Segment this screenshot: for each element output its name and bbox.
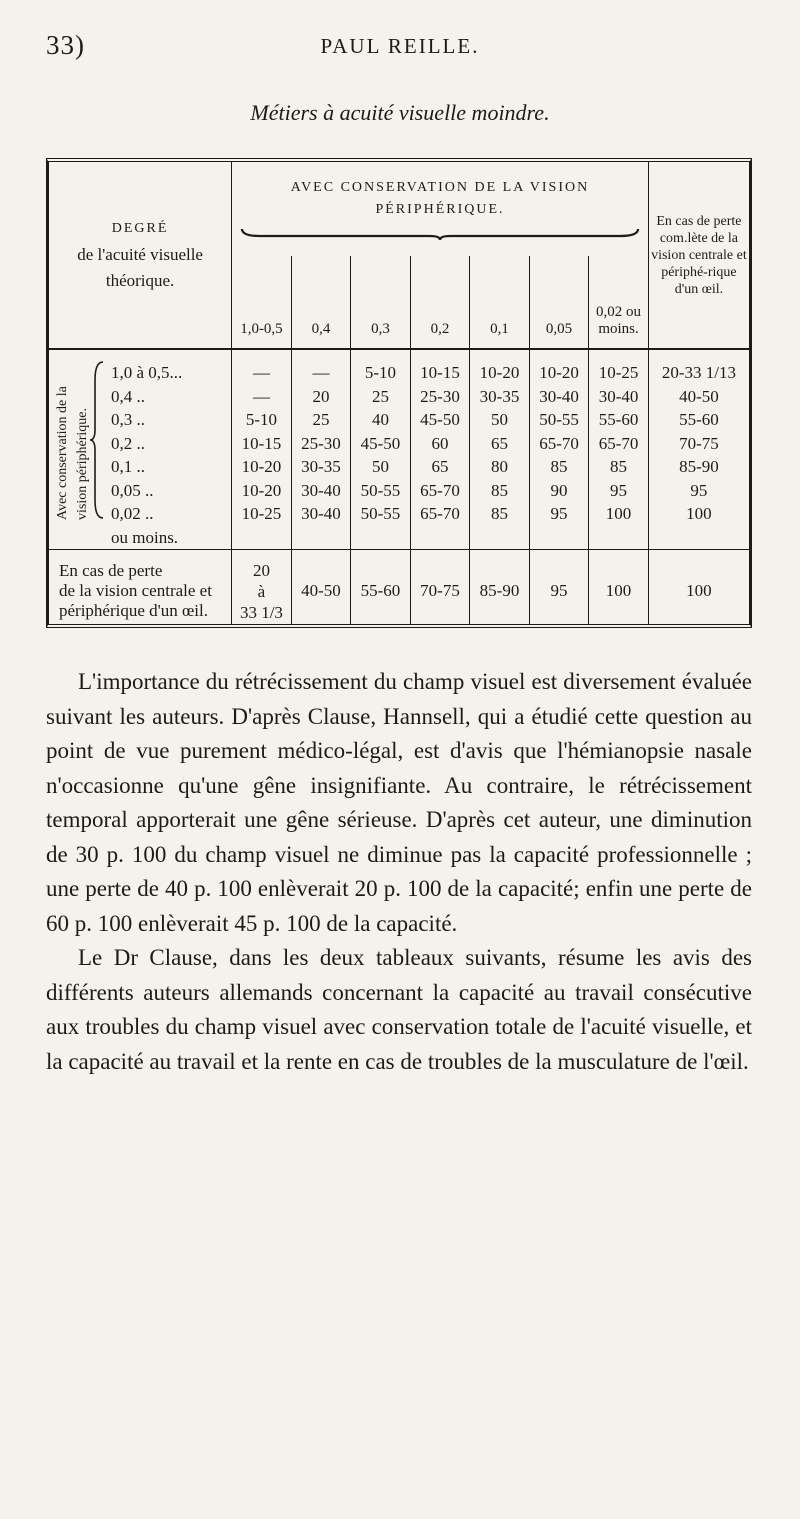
table-cell [232,558,292,624]
table-row [49,384,749,408]
table-cell: 65-70 [589,431,649,455]
side-label-line2: vision périphérique. [75,408,90,520]
table-cell: 60 [410,431,470,455]
table-cell: 10-20 [470,361,530,385]
sub-header: 0,2 [410,256,470,349]
table-cell: 100 [589,558,649,624]
row-label: 0,4 .. [111,386,145,406]
loss-label-line2: de la vision centrale et [59,581,212,601]
loss-first-line2: à [257,581,266,601]
table-row [49,455,749,479]
degree-header [49,162,232,349]
table-row [49,361,749,385]
table-cell: 30-35 [470,384,530,408]
table-cell: 20-33 1/13 [648,361,749,385]
table-cell: 55-60 [351,558,411,624]
table-cell: 10-15 [410,361,470,385]
table-cell: 100 [648,558,749,624]
table-cell: 65 [410,455,470,479]
loss-row-label [49,558,232,624]
paragraph: Le Dr Clause, dans les deux tableaux suivants, résume les avis des différents auteurs allemands concernant la capacité au travail consécutive aux troubles du champ visuel avec conservation totale de l'acuité visuelle, et la capacité au travail et la rente en cas de troubles de la musculature de l'œil. [46,945,752,1074]
loss-label-line1: En cas de perte [59,561,163,581]
table-row-total-loss [49,558,749,624]
table-cell: 50 [351,455,411,479]
sub-header: 0,05 [529,256,589,349]
sub-header: 0,4 [291,256,351,349]
paragraph: L'importance du rétrécissement du champ visuel est diversement évaluée suivant les auteurs. D'après Clause, Hannsell, qui a étudié cette question au point de vue purement médico-légal, est d'avis que l'hémianopsie nasale n'occasionne qu'une gêne insignifiante. Au contraire, le rétrécissement temporal apporterait une gêne sérieuse. D'après cet auteur, une diminution de 30 p. 100 du champ visuel ne diminue pas la capacité professionnelle ; une perte de 40 p. 100 enlèverait 20 p. 100 de la capacité; enfin une perte de 60 p. 100 enlèverait 45 p. 100 de la capacité. [46,669,752,936]
table-cell: 5-10 [351,361,411,385]
table-cell [232,526,292,550]
table-cell: 95 [648,478,749,502]
group-header-line1: AVEC CONSERVATION DE LA VISION [290,180,590,196]
loss-first-line1: 20 [252,560,270,580]
table-cell: 55-60 [589,408,649,432]
table-cell: 85 [529,455,589,479]
table-cell: 10-20 [232,455,292,479]
sub-header: 1,0-0,5 [232,256,292,349]
table-cell: 10-20 [232,478,292,502]
row-label: 0,05 .. [111,480,154,500]
table-cell: 50 [470,408,530,432]
table-cell: 65-70 [529,431,589,455]
table-cell: 25-30 [291,431,351,455]
table-cell [291,526,351,550]
table-cell [351,526,411,550]
row-label: 0,02 .. [111,504,154,524]
row-label: 1,0 à 0,5... [111,362,183,382]
table-cell: 40-50 [648,384,749,408]
row-label: 0,1 .. [111,457,145,477]
table-cell: 95 [529,502,589,526]
table-cell: — [232,384,292,408]
table-cell: 85-90 [470,558,530,624]
table-cell: 85 [589,455,649,479]
table-cell: 95 [589,478,649,502]
table-cell [410,526,470,550]
table-cell [470,526,530,550]
table-cell: 10-20 [529,361,589,385]
row-label: 0,2 .. [111,433,145,453]
page-number: 33) [46,30,85,60]
sub-header: 0,02 ou moins. [589,256,649,349]
body-text [46,665,752,1079]
row-label: 0,3 .. [111,410,145,430]
table-cell: 25 [291,408,351,432]
table-cell: 85-90 [648,455,749,479]
table-cell: 30-40 [589,384,649,408]
table-cell: 30-35 [291,455,351,479]
table-cell: 10-25 [232,502,292,526]
table-cell [648,526,749,550]
degree-header-line1: DEGRÉ [111,221,169,237]
left-brace-icon [89,360,105,520]
table-cell: 70-75 [410,558,470,624]
table-cell: 10-15 [232,431,292,455]
running-head: PAUL REILLE. [320,34,480,58]
table-cell: 90 [529,478,589,502]
table-cell: 50-55 [351,502,411,526]
table-cell: 65-70 [410,502,470,526]
table-cell: 45-50 [351,431,411,455]
table-cell: — [232,361,292,385]
total-loss-header: En cas de perte com.lète de la vision centrale et périphé-rique d'un œil. [648,162,749,349]
group-header-line2: PÉRIPHÉRIQUE. [375,202,505,218]
table-cell: 5-10 [232,408,292,432]
table-cell [529,526,589,550]
row-label: ou moins. [111,527,179,547]
table-cell: 40-50 [291,558,351,624]
table-cell: 65-70 [410,478,470,502]
table-cell: 85 [470,502,530,526]
table-cell: 95 [529,558,589,624]
table-cell: 20 [291,384,351,408]
table-row [49,408,749,432]
sub-header: 0,1 [470,256,530,349]
side-label-line1: Avec conservation de la [55,386,70,520]
table-cell: 80 [470,455,530,479]
table-cell: — [291,361,351,385]
table-cell: 30-40 [291,502,351,526]
table-row [49,502,749,526]
page-header [46,30,754,66]
table-row [49,526,749,550]
loss-label-line3: périphérique d'un œil. [59,601,208,621]
table-cell: 70-75 [648,431,749,455]
table-cell: 65 [470,431,530,455]
table-row [49,431,749,455]
table-cell: 40 [351,408,411,432]
table-cell: 30-40 [291,478,351,502]
table-cell: 30-40 [529,384,589,408]
table-cell: 100 [648,502,749,526]
table-cell: 50-55 [529,408,589,432]
loss-first-line3: 33 1/3 [239,602,283,622]
table-cell: 25 [351,384,411,408]
table-cell: 45-50 [410,408,470,432]
table-cell: 85 [470,478,530,502]
table-cell: 25-30 [410,384,470,408]
curly-brace-icon [240,227,640,241]
degree-header-line2: de l'acuité visuelle [77,245,203,265]
degree-header-line3: théorique. [105,271,175,291]
acuity-table [46,158,752,628]
table-cell: 55-60 [648,408,749,432]
table-caption: Métiers à acuité visuelle moindre. [250,100,550,125]
table-row [49,478,749,502]
table-cell: 100 [589,502,649,526]
sub-header: 0,3 [351,256,411,349]
table-cell: 10-25 [589,361,649,385]
group-header [232,162,649,256]
table-cell: 50-55 [351,478,411,502]
table-cell [589,526,649,550]
